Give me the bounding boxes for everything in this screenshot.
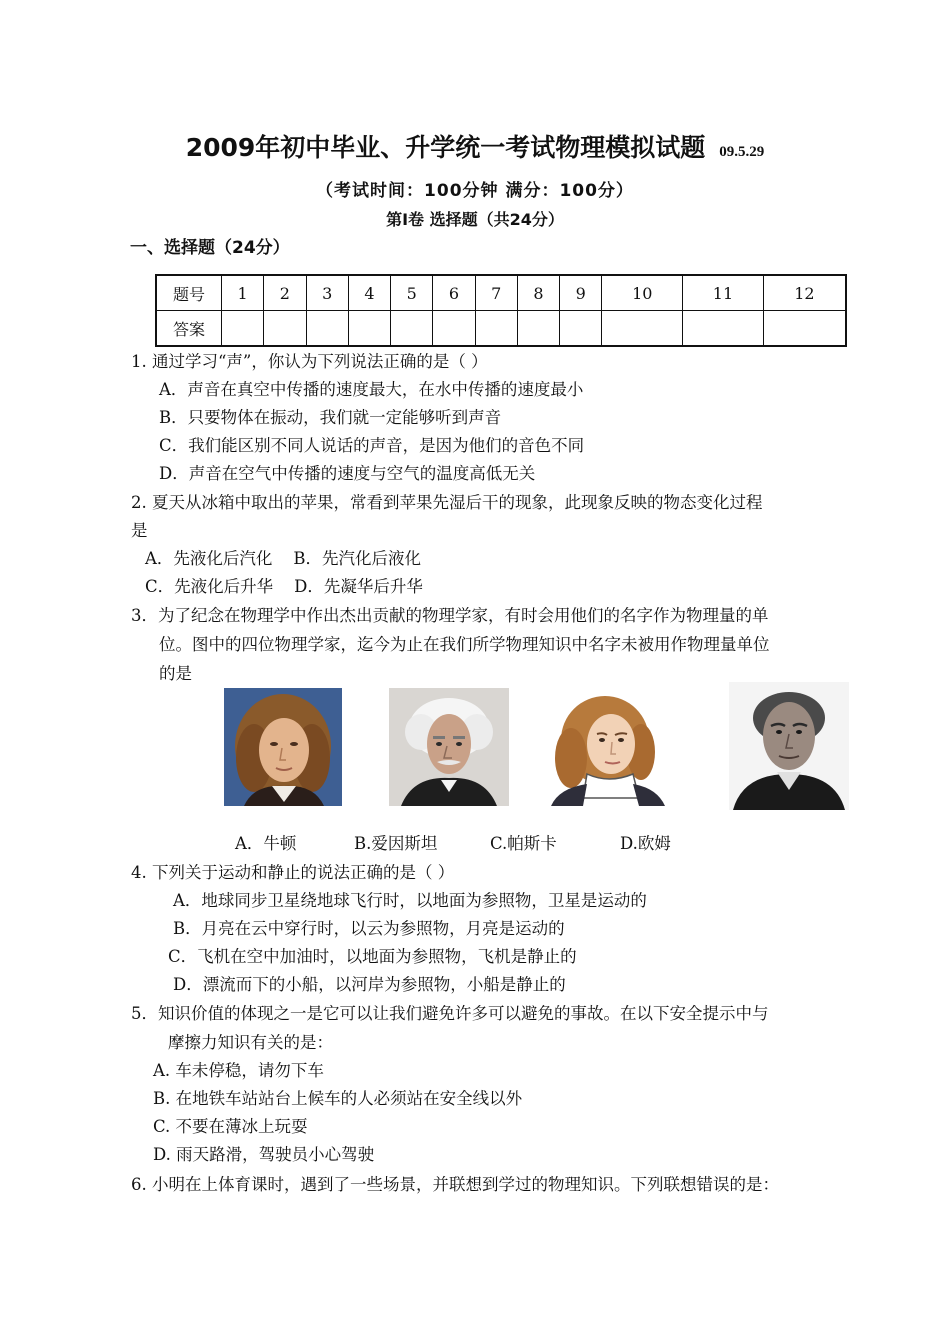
question-1-stem: 1. 通过学习“声”，你认为下列说法正确的是（ ） bbox=[131, 352, 488, 371]
question-3-stem-cont: 位。图中的四位物理学家，迄今为止在我们所学物理知识中名字未被用作物理量单位 bbox=[159, 635, 770, 654]
answer-cell[interactable] bbox=[348, 311, 390, 347]
question-6-stem: 6. 小明在上体育课时，遇到了一些场景，并联想到学过的物理知识。下列联想错误的是： bbox=[131, 1175, 779, 1194]
question-5-option-c: C. 不要在薄冰上玩耍 bbox=[153, 1117, 308, 1136]
table-cell-number: 5 bbox=[391, 275, 433, 311]
question-5-option-d: D. 雨天路滑，驾驶员小心驾驶 bbox=[153, 1145, 375, 1164]
table-cell-number: 1 bbox=[222, 275, 264, 311]
question-3-option-a: A．牛顿 bbox=[235, 834, 297, 853]
exam-date: 09.5.29 bbox=[719, 144, 765, 160]
table-row-label: 题号 bbox=[156, 275, 222, 311]
answer-cell[interactable] bbox=[560, 311, 602, 347]
table-cell-number: 11 bbox=[683, 275, 764, 311]
question-1-option-b: B．只要物体在振动，我们就一定能够听到声音 bbox=[159, 408, 502, 427]
table-cell-number: 8 bbox=[517, 275, 559, 311]
question-5-option-b: B. 在地铁车站站台上候车的人必须站在安全线以外 bbox=[153, 1089, 523, 1108]
question-4-option-c: C．飞机在空中加油时，以地面为参照物，飞机是静止的 bbox=[168, 947, 577, 966]
question-1-option-d: D．声音在空气中传播的速度与空气的温度高低无关 bbox=[159, 464, 536, 483]
answer-cell[interactable] bbox=[683, 311, 764, 347]
einstein-portrait bbox=[389, 688, 509, 806]
question-3-option-c: C.帕斯卡 bbox=[490, 834, 557, 853]
question-2-stem: 2. 夏天从冰箱中取出的苹果，常看到苹果先湿后干的现象，此现象反映的物态变化过程 bbox=[131, 493, 763, 512]
answer-cell[interactable] bbox=[475, 311, 517, 347]
exam-title: 2009年初中毕业、升学统一考试物理模拟试题 bbox=[185, 133, 706, 162]
question-3-option-b: B.爱因斯坦 bbox=[354, 834, 438, 853]
answer-cell[interactable] bbox=[433, 311, 475, 347]
answer-table bbox=[155, 274, 847, 347]
answer-cell[interactable] bbox=[391, 311, 433, 347]
answer-table-answer-row bbox=[156, 311, 846, 347]
question-4-stem: 4. 下列关于运动和静止的说法正确的是（ ） bbox=[131, 863, 455, 882]
table-cell-number: 6 bbox=[433, 275, 475, 311]
answer-table-number-row bbox=[156, 275, 846, 311]
question-5-stem: 5．知识价值的体现之一是它可以让我们避免许多可以避免的事故。在以下安全提示中与 bbox=[131, 1004, 769, 1023]
question-5-stem-cont: 摩擦力知识有关的是： bbox=[168, 1033, 333, 1052]
question-4-option-a: A．地球同步卫星绕地球飞行时，以地面为参照物，卫星是运动的 bbox=[173, 891, 647, 910]
question-2-stem-cont: 是 bbox=[131, 521, 148, 540]
question-3-option-d: D.欧姆 bbox=[620, 834, 671, 853]
answer-cell[interactable] bbox=[517, 311, 559, 347]
answer-cell[interactable] bbox=[264, 311, 306, 347]
answer-cell[interactable] bbox=[306, 311, 348, 347]
table-cell-number: 7 bbox=[475, 275, 517, 311]
table-cell-number: 4 bbox=[348, 275, 390, 311]
question-4-option-b: B．月亮在云中穿行时，以云为参照物，月亮是运动的 bbox=[173, 919, 565, 938]
exam-info: （考试时间：100分钟 满分：100分） bbox=[316, 181, 634, 201]
question-2-options-ab: A．先液化后汽化 B．先汽化后液化 bbox=[145, 549, 422, 568]
question-3-stem: 3．为了纪念在物理学中作出杰出贡献的物理学家，有时会用他们的名字作为物理量的单 bbox=[131, 606, 769, 625]
pascal-portrait bbox=[549, 692, 667, 806]
section-title: 一、选择题（24分） bbox=[130, 238, 290, 258]
question-1-option-a: A．声音在真空中传播的速度最大，在水中传播的速度最小 bbox=[159, 380, 584, 399]
table-cell-number: 2 bbox=[264, 275, 306, 311]
table-cell-number: 12 bbox=[763, 275, 846, 311]
table-row-label: 答案 bbox=[156, 311, 222, 347]
table-cell-number: 3 bbox=[306, 275, 348, 311]
question-3-stem-end: 的是 bbox=[159, 664, 192, 683]
question-4-option-d: D．漂流而下的小船，以河岸为参照物，小船是静止的 bbox=[173, 975, 566, 994]
question-1-option-c: C．我们能区别不同人说话的声音，是因为他们的音色不同 bbox=[159, 436, 585, 455]
table-cell-number: 10 bbox=[602, 275, 683, 311]
answer-cell[interactable] bbox=[222, 311, 264, 347]
ohm-portrait bbox=[729, 682, 849, 810]
part-title: 第Ⅰ卷 选择题（共24分） bbox=[386, 210, 564, 229]
newton-portrait bbox=[224, 688, 342, 806]
exam-title-line bbox=[0, 128, 950, 164]
question-2-options-cd: C．先液化后升华 D．先凝华后升华 bbox=[145, 577, 423, 596]
answer-cell[interactable] bbox=[602, 311, 683, 347]
question-5-option-a: A. 车未停稳，请勿下车 bbox=[153, 1061, 324, 1080]
answer-cell[interactable] bbox=[763, 311, 846, 347]
table-cell-number: 9 bbox=[560, 275, 602, 311]
